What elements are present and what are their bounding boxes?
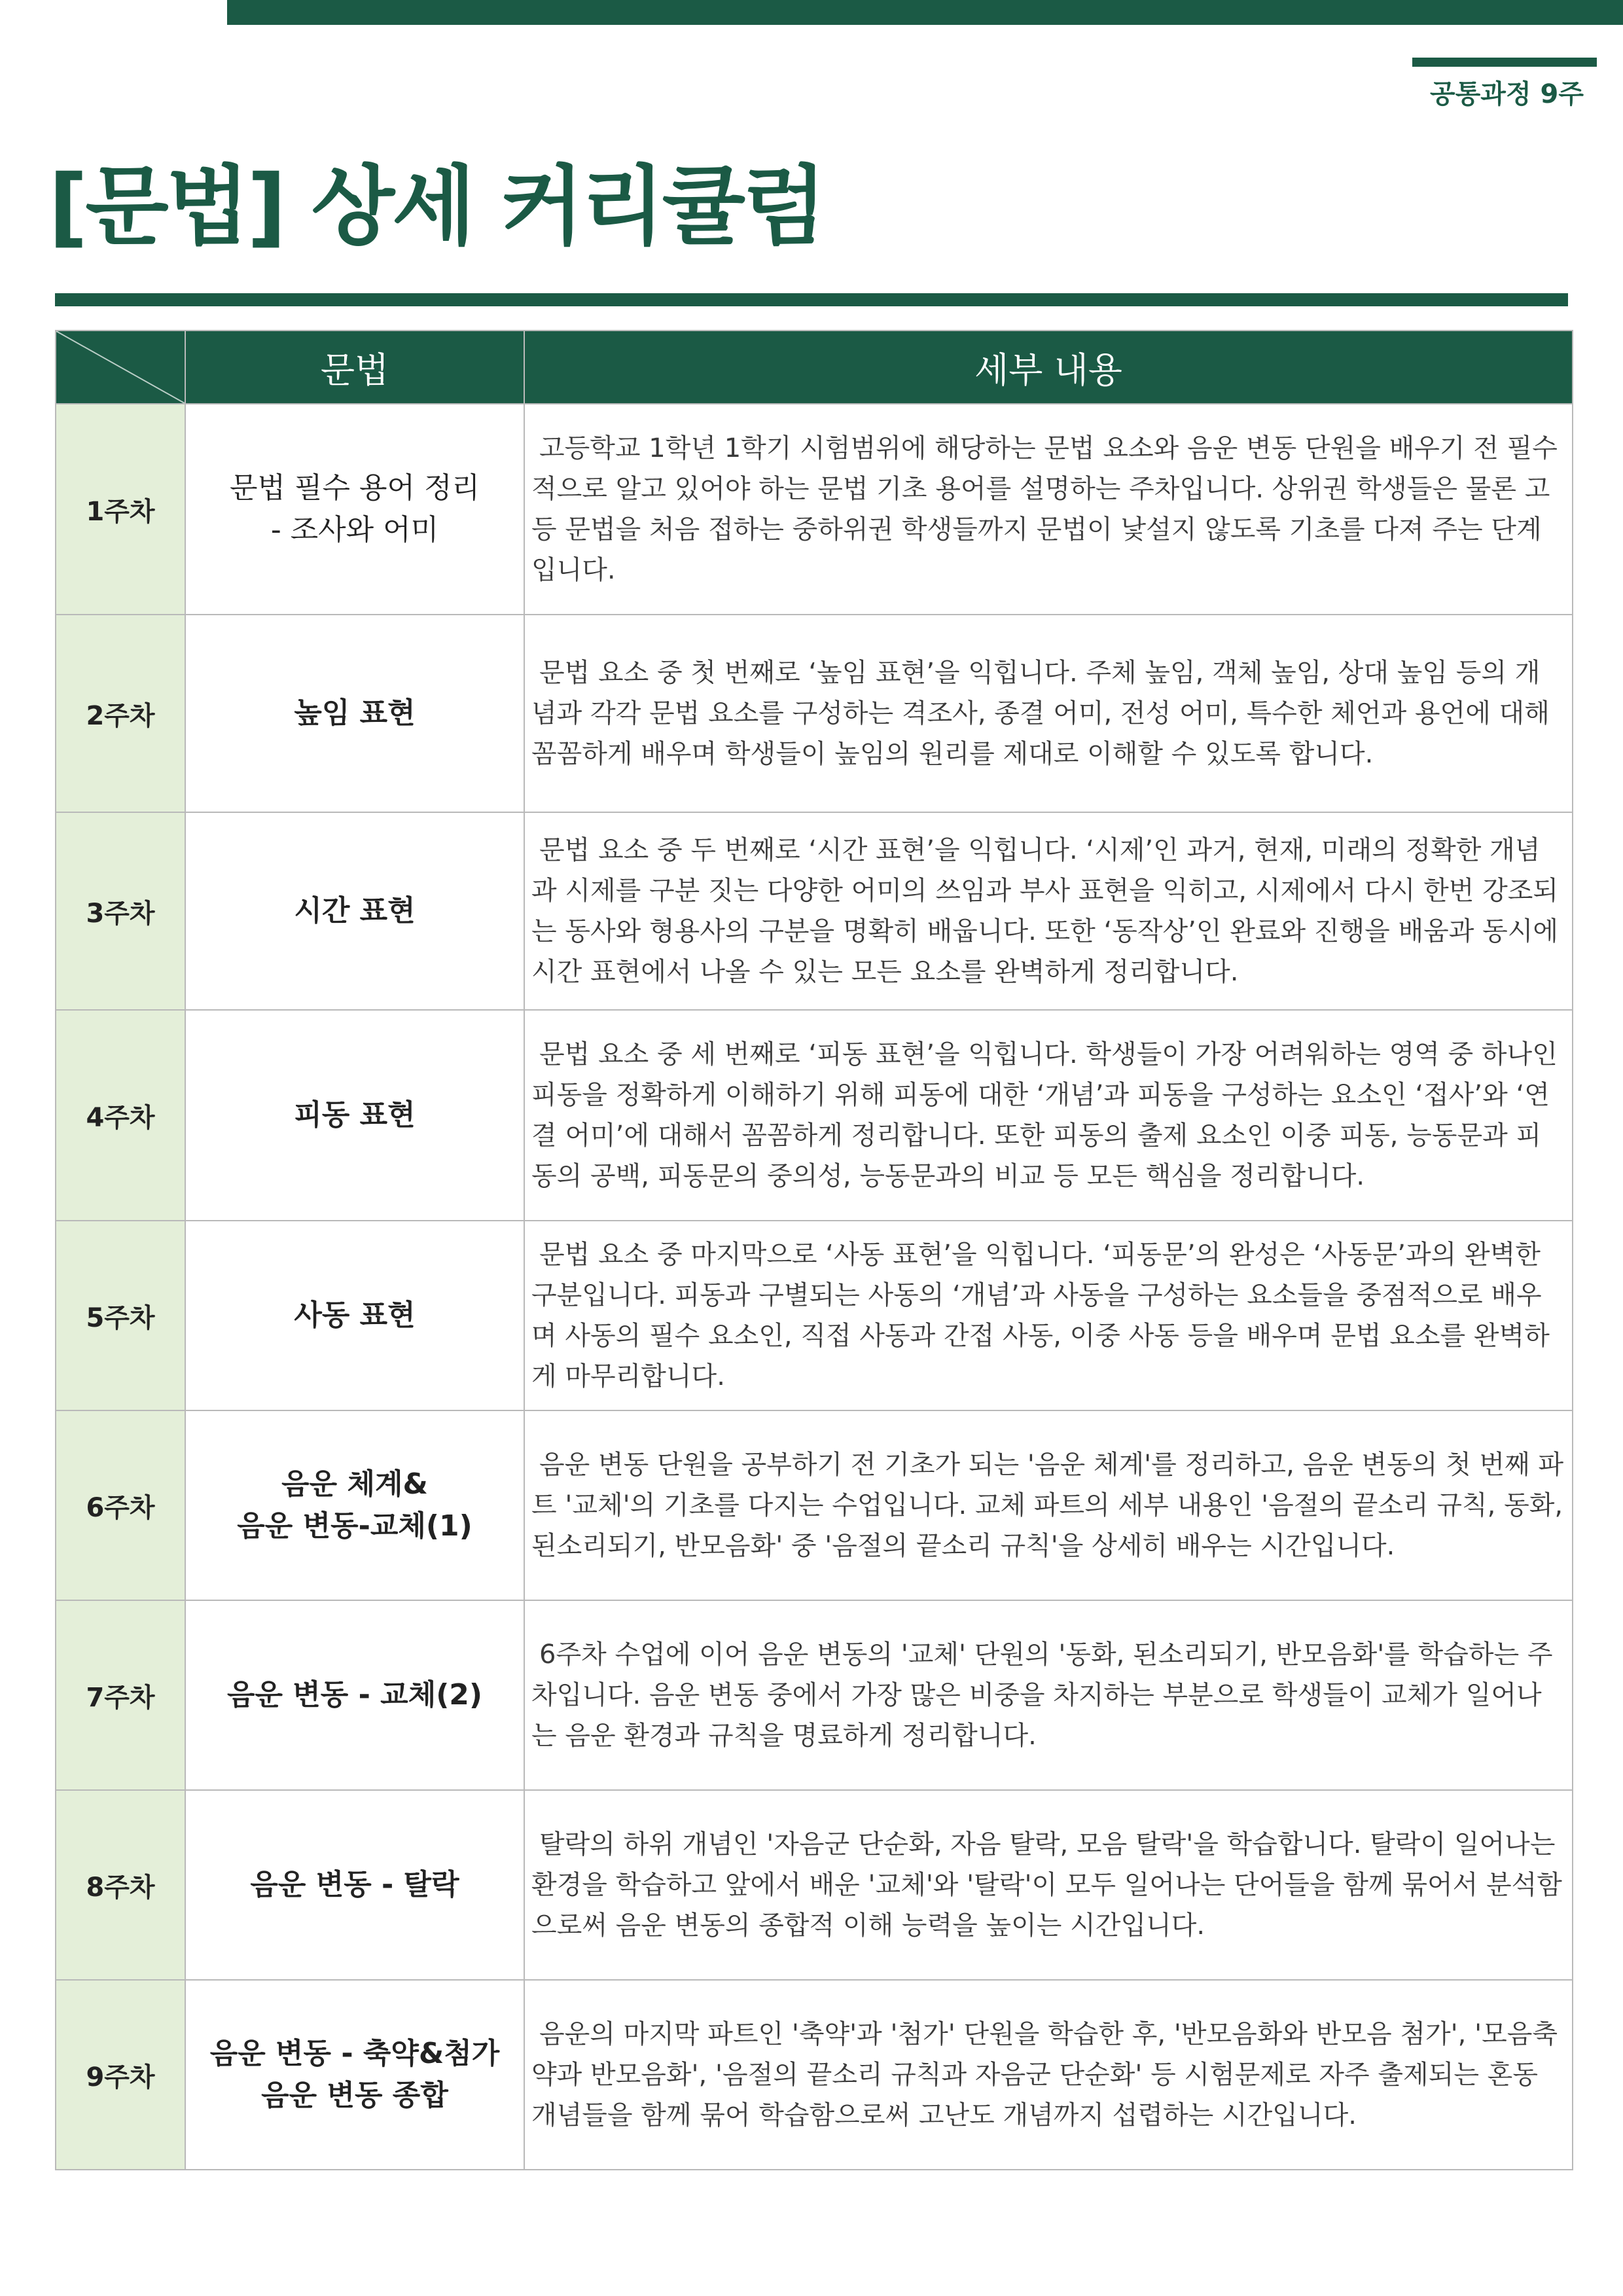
description-text: 문법 요소 중 마지막으로 ‘사동 표현’을 익힙니다. ‘피동문’의 완성은 ‘사동문’과의 완벽한 구분입니다. 피동과 구별되는 사동의 ‘개념’과 사동을 구성하는 요소들을 중점적으로 배우며 사동의 필수 요소인, 직접 사동과 간접 사동, 이중 사동 등을 배우며 문법 요소를 완벽하게 마무리합니다. — [531, 1240, 1550, 1391]
table-row — [56, 1221, 1573, 1410]
topic-cell — [185, 1010, 524, 1221]
week-cell: 8주차 — [56, 1790, 185, 1980]
top-accent-bar — [227, 0, 1623, 25]
description-cell — [524, 1600, 1573, 1790]
topic-line: 음운 변동 - 교체(2) — [226, 1678, 483, 1712]
week-cell: 1주차 — [56, 404, 185, 615]
table-row — [56, 404, 1573, 615]
topic-line: 높임 표현 — [294, 696, 416, 730]
page-title: [문법] 상세 커리큘럼 — [48, 156, 824, 257]
topic-line: 음운 변동 - 축약&첨가 — [209, 2037, 500, 2071]
week-cell: 9주차 — [56, 1980, 185, 2170]
header-details: 세부 내용 — [524, 331, 1573, 404]
description-text: 문법 요소 중 두 번째로 ‘시간 표현’을 익힙니다. ‘시제’인 과거, 현재, 미래의 정확한 개념과 시제를 구분 짓는 다양한 어미의 쓰임과 부사 표현을 익히고, 시제에서 다시 한번 강조되는 동사와 형용사의 구분을 명확히 배웁니다. 또한 ‘동작상’인 완료와 진행을 배움과 동시에 시간 표현에서 나올 수 있는 모든 요소를 완벽하게 정리합니다. — [531, 835, 1559, 987]
description-cell — [524, 404, 1573, 615]
topic-cell — [185, 812, 524, 1010]
header-grammar: 문법 — [185, 331, 524, 404]
topic-cell — [185, 1410, 524, 1600]
week-cell: 3주차 — [56, 812, 185, 1010]
description-text: 문법 요소 중 세 번째로 ‘피동 표현’을 익힙니다. 학생들이 가장 어려워하는 영역 중 하나인 피동을 정확하게 이해하기 위해 피동에 대한 ‘개념’과 피동을 구성하는 요소인 ‘접사’와 ‘연결 어미’에 대해서 꼼꼼하게 정리합니다. 또한 피동의 출제 요소인 이중 피동, 능동문과 피동의 공백, 피동문의 중의성, 능동문과의 비교 등 모든 핵심을 정리합니다. — [531, 1039, 1558, 1191]
course-tag-rule — [1412, 58, 1597, 67]
table-row — [56, 1600, 1573, 1790]
table-row — [56, 812, 1573, 1010]
week-cell: 5주차 — [56, 1221, 185, 1410]
title-divider — [55, 293, 1568, 306]
description-cell — [524, 1980, 1573, 2170]
topic-line: 음운 체계& — [281, 1467, 428, 1501]
header-corner-cell — [56, 331, 185, 404]
table-row — [56, 1010, 1573, 1221]
table-row — [56, 1980, 1573, 2170]
topic-line: 피동 표현 — [294, 1098, 416, 1132]
topic-cell — [185, 615, 524, 812]
week-cell: 7주차 — [56, 1600, 185, 1790]
week-cell: 2주차 — [56, 615, 185, 812]
description-cell — [524, 615, 1573, 812]
topic-line: 음운 변동 - 탈락 — [250, 1868, 459, 1902]
diagonal-divider-icon — [56, 331, 185, 403]
curriculum-table — [55, 330, 1573, 2170]
table-row — [56, 1410, 1573, 1600]
topic-line: 문법 필수 용어 정리 — [230, 471, 480, 505]
topic-line: - 조사와 어미 — [270, 513, 439, 547]
description-text: 문법 요소 중 첫 번째로 ‘높임 표현’을 익힙니다. 주체 높임, 객체 높임, 상대 높임 등의 개념과 각각 문법 요소를 구성하는 격조사, 종결 어미, 전성 어미, 특수한 체언과 용언에 대해 꼼꼼하게 배우며 학생들이 높임의 원리를 제대로 이해할 수 있도록 합니다. — [531, 658, 1550, 769]
course-tag: 공통과정 9주 — [1430, 79, 1584, 109]
topic-cell — [185, 1980, 524, 2170]
week-cell: 6주차 — [56, 1410, 185, 1600]
topic-cell — [185, 1600, 524, 1790]
topic-cell — [185, 1221, 524, 1410]
description-cell — [524, 1010, 1573, 1221]
table-row — [56, 615, 1573, 812]
description-text: 6주차 수업에 이어 음운 변동의 '교체' 단원의 '동화, 된소리되기, 반모음화'를 학습하는 주차입니다. 음운 변동 중에서 가장 많은 비중을 차지하는 부분으로 학생들이 교체가 일어나는 음운 환경과 규칙을 명료하게 정리합니다. — [531, 1640, 1553, 1751]
description-text: 음운의 마지막 파트인 '축약'과 '첨가' 단원을 학습한 후, '반모음화와 반모음 첨가', '모음축약과 반모음화', '음절의 끝소리 규칙과 자음군 단순화' 등 시험문제로 자주 출제되는 혼동 개념들을 함께 묶어 학습함으로써 고난도 개념까지 섭렵하는 시간입니다. — [531, 2019, 1558, 2130]
description-cell — [524, 1410, 1573, 1600]
topic-cell — [185, 1790, 524, 1980]
description-text: 음운 변동 단원을 공부하기 전 기초가 되는 '음운 체계'를 정리하고, 음운 변동의 첫 번째 파트 '교체'의 기초를 다지는 수업입니다. 교체 파트의 세부 내용인 '음절의 끝소리 규칙, 동화, 된소리되기, 반모음화' 중 '음절의 끝소리 규칙'을 상세히 배우는 시간입니다. — [531, 1450, 1564, 1561]
topic-cell — [185, 404, 524, 615]
week-cell: 4주차 — [56, 1010, 185, 1221]
topic-line: 시간 표현 — [294, 894, 416, 928]
description-text: 탈락의 하위 개념인 '자음군 단순화, 자음 탈락, 모음 탈락'을 학습합니다. 탈락이 일어나는 환경을 학습하고 앞에서 배운 '교체'와 '탈락'이 모두 일어나는 단어들을 함께 묶어서 분석함으로써 음운 변동의 종합적 이해 능력을 높이는 시간입니다. — [531, 1829, 1562, 1941]
description-text: 고등학교 1학년 1학기 시험범위에 해당하는 문법 요소와 음운 변동 단원을 배우기 전 필수적으로 알고 있어야 하는 문법 기초 용어를 설명하는 주차입니다. 상위권 학생들은 물론 고등 문법을 처음 접하는 중하위권 학생들까지 문법이 낯설지 않도록 기초를 다져 주는 단계입니다. — [531, 433, 1558, 585]
table-header-row — [56, 331, 1573, 404]
topic-line: 사동 표현 — [294, 1299, 416, 1333]
topic-line: 음운 변동-교체(1) — [237, 1509, 473, 1543]
description-cell — [524, 1790, 1573, 1980]
description-cell — [524, 812, 1573, 1010]
table-row — [56, 1790, 1573, 1980]
topic-line: 음운 변동 종합 — [261, 2079, 448, 2112]
description-cell — [524, 1221, 1573, 1410]
